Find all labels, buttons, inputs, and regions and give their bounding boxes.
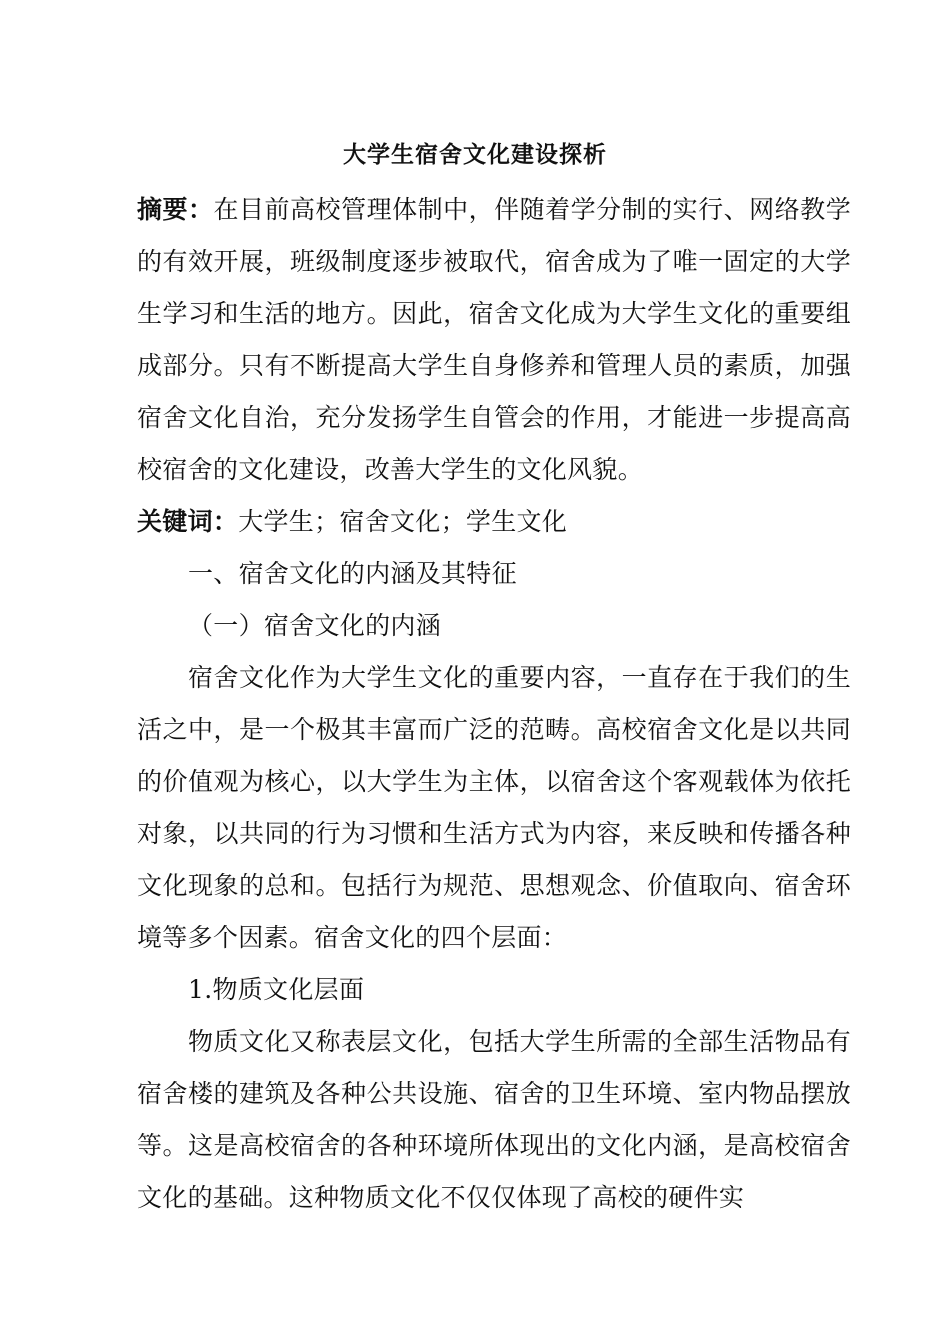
body-paragraph: 宿舍文化作为大学生文化的重要内容，一直存在于我们的生活之中，是一个极其丰富而广泛的范畴。高校宿舍文化是以共同的价值观为核心，以大学生为主体，以宿舍这个客观载体为依托对象，以共同的行为习惯和生活方式为内容，来反映和传播各种文化现象的总和。包括行为规范、思想观念、价值取向、宿舍环境等多个因素。宿舍文化的四个层面： <box>137 663 851 952</box>
item-heading: 1.物质文化层面 <box>188 975 365 1004</box>
document-body <box>137 184 851 1224</box>
abstract-paragraph <box>137 184 851 496</box>
document-title: 大学生宿舍文化建设探析 <box>343 142 607 168</box>
abstract-text: 在目前高校管理体制中，伴随着学分制的实行、网络教学的有效开展，班级制度逐步被取代，宿舍成为了唯一固定的大学生学习和生活的地方。因此，宿舍文化成为大学生文化的重要组成部分。只有不断提高大学生自身修养和管理人员的素质，加强宿舍文化自治，充分发扬学生自管会的作用，才能进一步提高高校宿舍的文化建设，改善大学生的文化风貌。 <box>137 195 851 484</box>
keywords-text: 大学生；宿舍文化；学生文化 <box>238 507 568 536</box>
section-heading: 一、宿舍文化的内涵及其特征 <box>188 559 517 588</box>
abstract-label: 摘要： <box>137 195 214 224</box>
keywords-paragraph <box>137 496 851 548</box>
subsection-heading: （一）宿舍文化的内涵 <box>188 611 442 640</box>
body-paragraph: 物质文化又称表层文化，包括大学生所需的全部生活物品有宿舍楼的建筑及各种公共设施、宿舍的卫生环境、室内物品摆放等。这是高校宿舍的各种环境所体现出的文化内涵，是高校宿舍文化的基础。这种物质文化不仅仅体现了高校的硬件实 <box>137 1027 851 1212</box>
keywords-label: 关键词： <box>137 507 239 536</box>
